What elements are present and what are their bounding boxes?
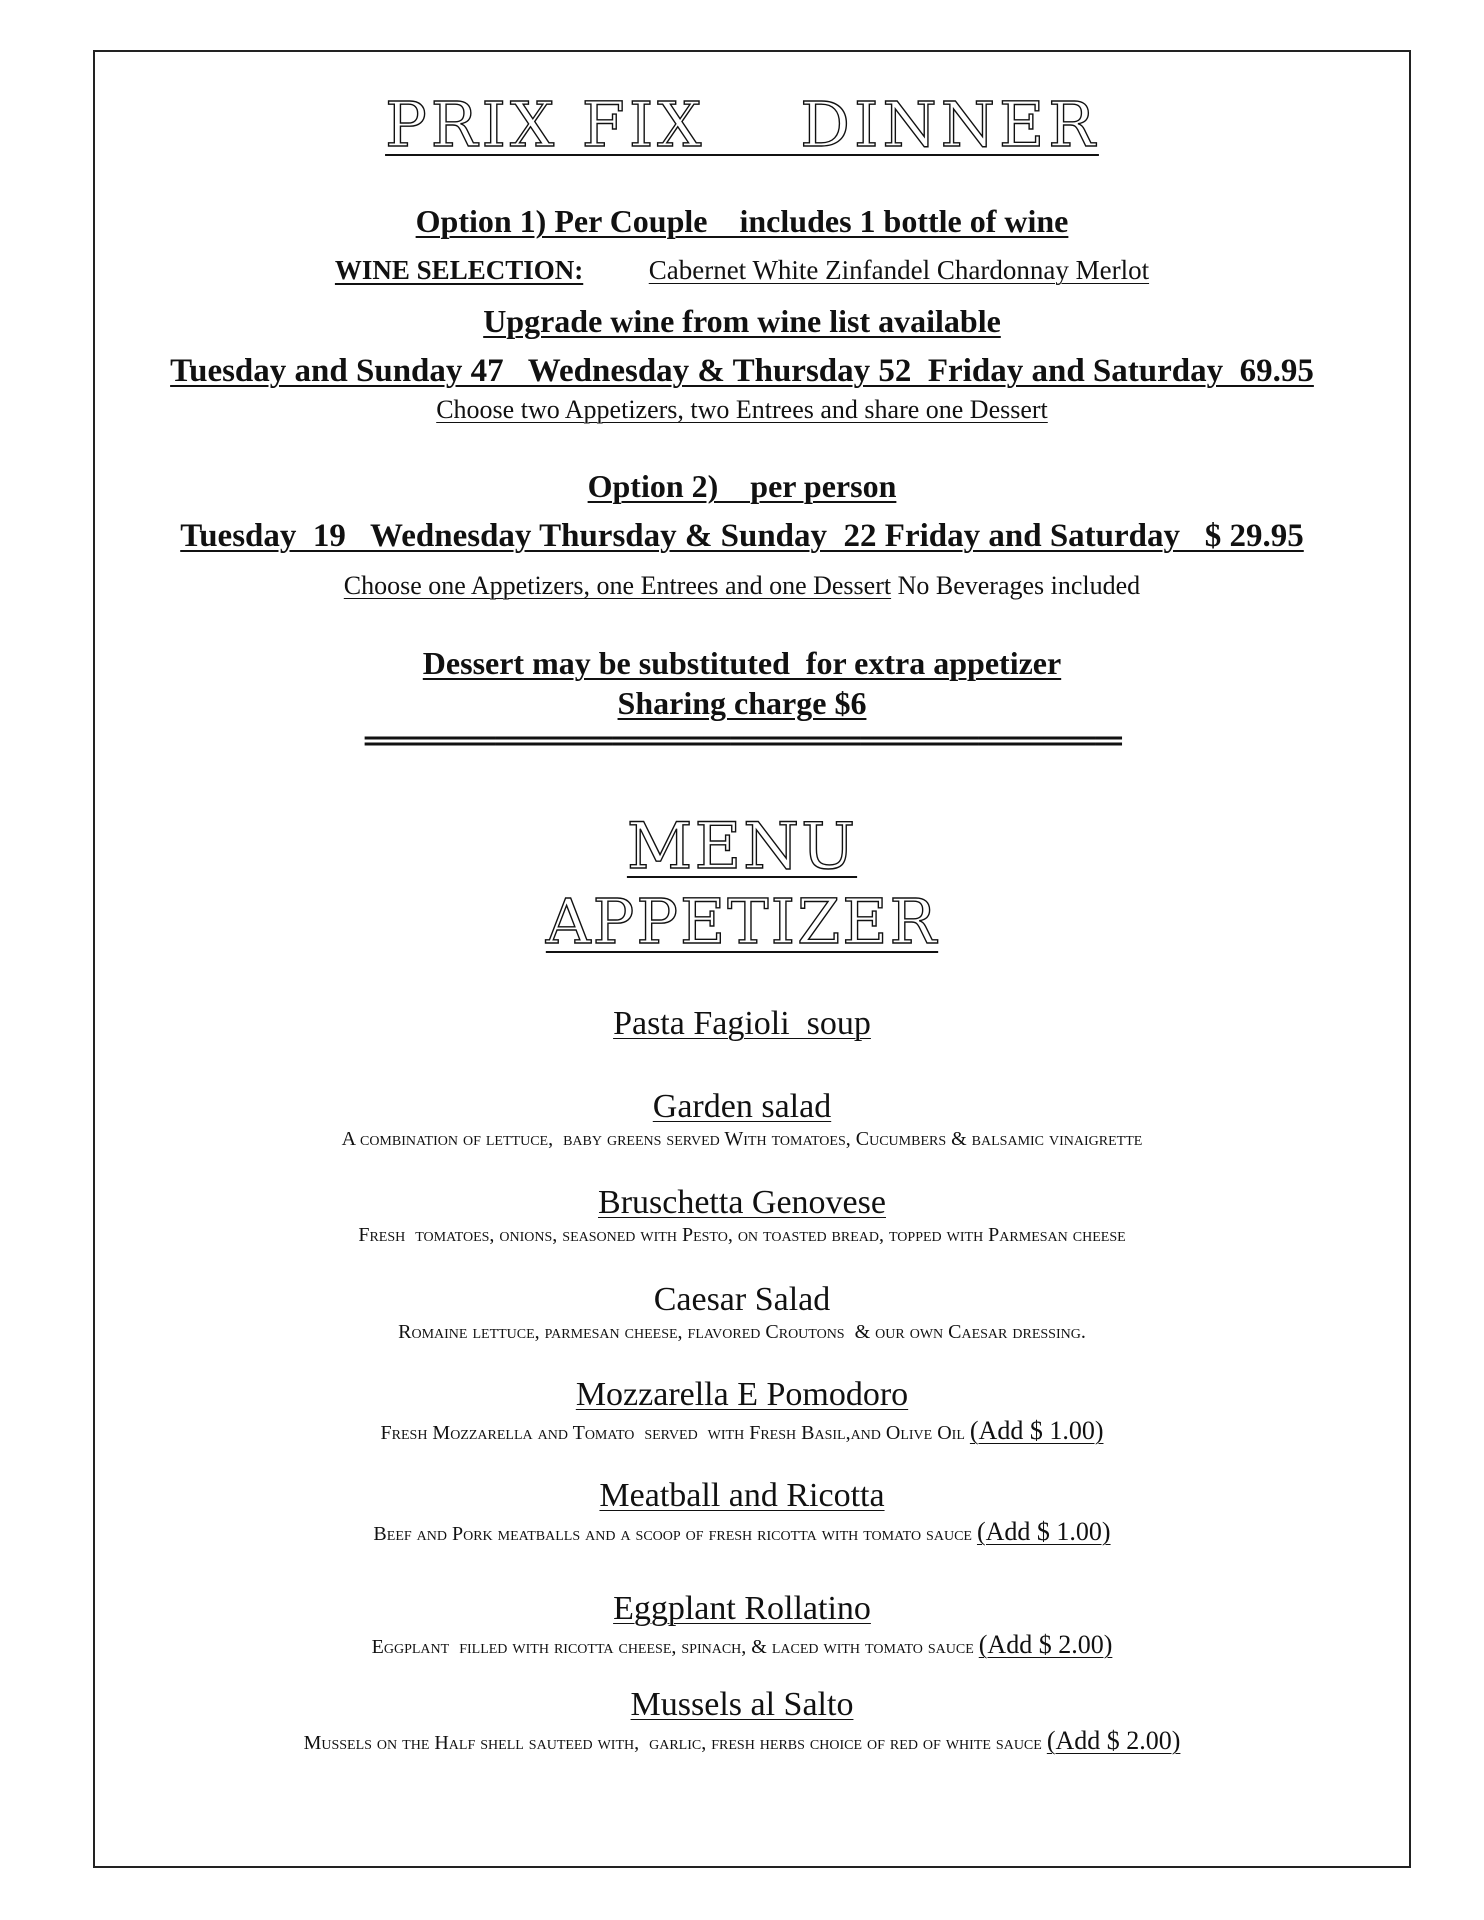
sharing-charge: Sharing charge $6 bbox=[617, 685, 867, 721]
item-desc-caesar-salad: Romaine lettuce, parmesan cheese, flavored Croutons & our own Caesar dressing. bbox=[398, 1321, 1086, 1343]
wine-selection-line bbox=[0, 255, 1484, 286]
item-desc-garden-salad: A combination of lettuce, baby greens served With tomatoes, Cucumbers & balsamic vinaigrette bbox=[341, 1128, 1143, 1150]
option2-heading: Option 2) per person bbox=[587, 468, 897, 504]
option2-prices: Tuesday 19 Wednesday Thursday & Sunday 22 Friday and Saturday $ 29.95 bbox=[180, 518, 1304, 554]
item-name-pasta-fagioli: Pasta Fagioli soup bbox=[613, 1005, 871, 1042]
item-name-mussels: Mussels al Salto bbox=[630, 1686, 854, 1723]
upgrade-wine: Upgrade wine from wine list available bbox=[483, 303, 1001, 339]
item-name-caesar-salad: Caesar Salad bbox=[653, 1281, 831, 1318]
item-desc-bruschetta: Fresh tomatoes, onions, seasoned with Pesto, on toasted bread, topped with Parmesan cheese bbox=[358, 1224, 1126, 1246]
prix-fix-title: PRIX FIX DINNER bbox=[385, 88, 1099, 161]
option1-prices: Tuesday and Sunday 47 Wednesday & Thursday 52 Friday and Saturday 69.95 bbox=[170, 353, 1314, 389]
item-add-mozzarella: (Add $ 1.00) bbox=[969, 1416, 1104, 1445]
option1-note: Choose two Appetizers, two Entrees and share one Dessert bbox=[436, 395, 1048, 424]
option1-heading: Option 1) Per Couple includes 1 bottle of wine bbox=[415, 203, 1069, 239]
option2-note-underlined: Choose one Appetizers, one Entrees and one Dessert bbox=[343, 571, 892, 600]
item-name-bruschetta: Bruschetta Genovese bbox=[598, 1184, 886, 1221]
item-desc-meatball: Beef and Pork meatballs and a scoop of fresh ricotta with tomato sauce (Add $ 1.00) bbox=[373, 1517, 1111, 1546]
item-name-garden-salad: Garden salad bbox=[652, 1088, 832, 1125]
dessert-substitution: Dessert may be substituted for extra appetizer bbox=[422, 645, 1062, 681]
item-desc-mussels: Mussels on the Half shell sauteed with, garlic, fresh herbs choice of red of white sauce (Add $ 2.00) bbox=[303, 1726, 1181, 1755]
item-add-mussels: (Add $ 2.00) bbox=[1046, 1726, 1181, 1755]
item-desc-mozzarella: Fresh Mozzarella and Tomato served with Fresh Basil,and Olive Oil (Add $ 1.00) bbox=[380, 1416, 1104, 1445]
item-name-meatball: Meatball and Ricotta bbox=[599, 1477, 885, 1514]
item-name-mozzarella: Mozzarella E Pomodoro bbox=[575, 1376, 909, 1413]
item-name-eggplant: Eggplant Rollatino bbox=[613, 1590, 871, 1627]
item-add-eggplant: (Add $ 2.00) bbox=[978, 1630, 1113, 1659]
option2-note bbox=[0, 571, 1484, 601]
wine-list: Cabernet White Zinfandel Chardonnay Merlot bbox=[648, 255, 1150, 285]
item-add-meatball: (Add $ 1.00) bbox=[976, 1517, 1111, 1546]
appetizer-heading: APPETIZER bbox=[545, 885, 939, 958]
item-desc-eggplant: Eggplant filled with ricotta cheese, spinach, & laced with tomato sauce (Add $ 2.00) bbox=[371, 1630, 1113, 1659]
wine-selection-label: WINE SELECTION: bbox=[334, 255, 584, 285]
option2-note-plain: No Beverages included bbox=[891, 571, 1141, 600]
section-divider: ========================================================== bbox=[363, 726, 1121, 756]
menu-title: MENU bbox=[626, 810, 858, 884]
